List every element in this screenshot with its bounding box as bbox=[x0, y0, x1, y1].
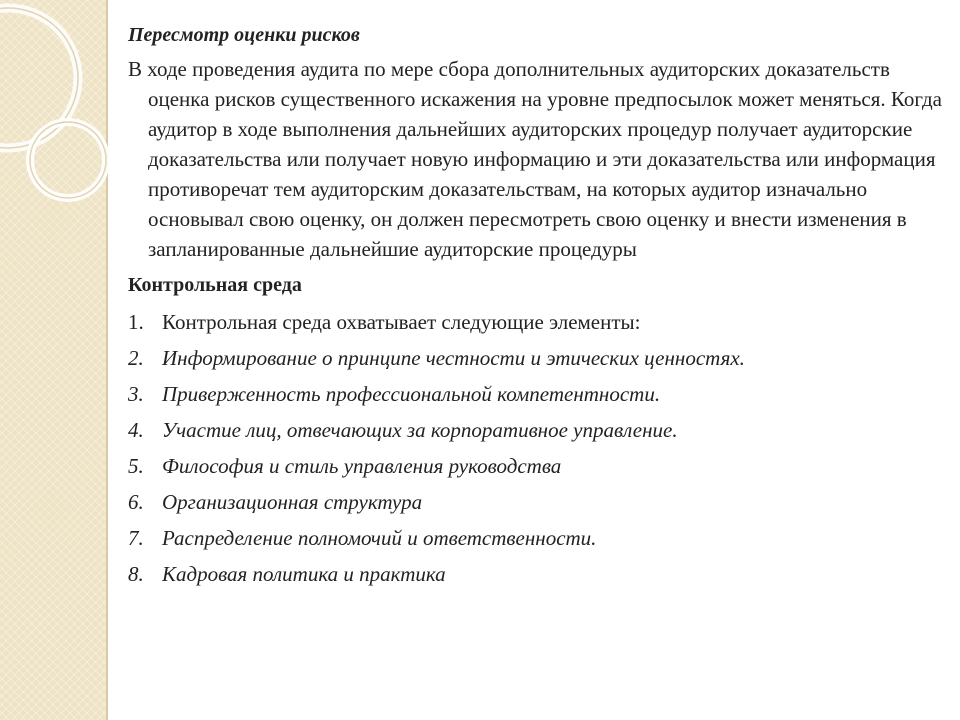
list-item: 4. Участие лиц, отвечающих за корпоративное управление. bbox=[128, 418, 678, 442]
section-title-risk-review: Пересмотр оценки рисков bbox=[128, 24, 360, 46]
list-item: 6. Организационная структура bbox=[128, 490, 423, 514]
list-item: 7. Распределение полномочий и ответственности. bbox=[128, 526, 597, 550]
risk-review-paragraph: В ходе проведения аудита по мере сбора дополнительных аудиторских доказательств оценка рисков существенного искажения на уровне предпосылок может меняться. Когда аудитор в ходе выполнения дальнейших аудиторских процедур получает аудиторские доказательства или получает новую информацию и эти доказательства или информация противоречат тем аудиторским доказательствам, на которых аудитор изначально основывал свою оценку, он должен пересмотреть свою оценку и внести изменения в запланированные дальнейшие аудиторские процедуры bbox=[128, 57, 942, 261]
list-item: 2. Информирование о принципе честности и этических ценностях. bbox=[128, 346, 745, 370]
circle-ornament-icon bbox=[0, 0, 108, 260]
slide-content bbox=[128, 22, 943, 592]
list-item: 8. Кадровая политика и практика bbox=[128, 562, 446, 586]
control-environment-list bbox=[128, 304, 943, 592]
list-item: 3. Приверженность профессиональной компетентности. bbox=[128, 382, 661, 406]
section-title-control-environment: Контрольная среда bbox=[128, 274, 302, 296]
list-item: 1. Контрольная среда охватывает следующие элементы: bbox=[128, 310, 641, 334]
list-item: 5. Философия и стиль управления руководства bbox=[128, 454, 562, 478]
